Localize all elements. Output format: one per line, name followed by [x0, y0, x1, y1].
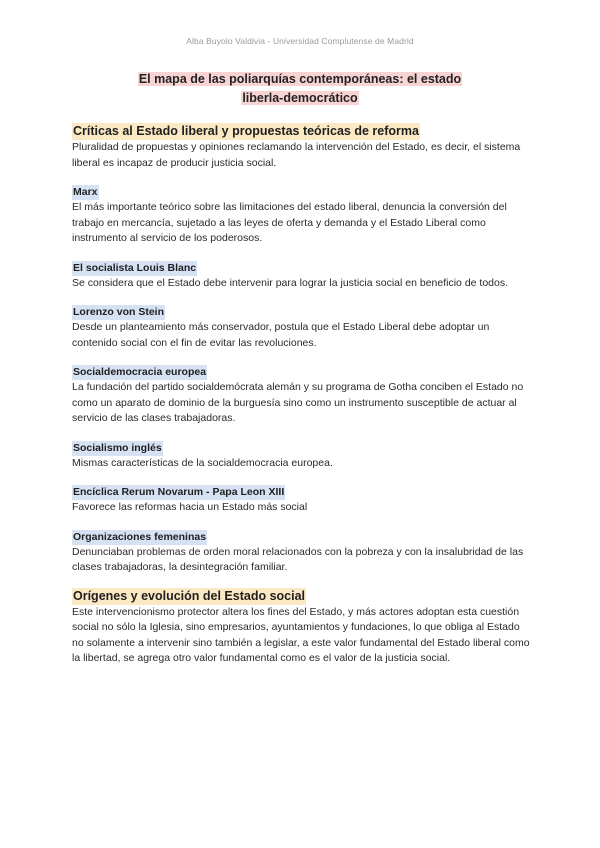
subsection-heading: Organizaciones femeninas — [73, 530, 207, 543]
document-title-line2: liberla-democrático — [242, 91, 358, 105]
subsection-text: La fundación del partido socialdemócrata alemán y su programa de Gotha conciben el Estado no como un aparato de dominio de la burguesía sino como un instrumento susceptible de actuar al servicio de las clases trabajadoras. — [72, 381, 524, 424]
subsection-heading: Socialdemocracia europea — [73, 366, 207, 378]
subsection-socialdemocracia — [72, 362, 532, 427]
subsection-text: Se considera que el Estado debe intervenir para lograr la justicia social en beneficio de todos. — [72, 276, 509, 289]
subsection-feministas — [72, 527, 532, 576]
section-criticas — [72, 122, 532, 171]
subsection-heading: El socialista Louis Blanc — [73, 261, 197, 274]
subsection-heading: Marx — [73, 186, 98, 198]
document-body — [72, 122, 532, 667]
subsection-text: Favorece las reformas hacia un Estado más social — [72, 501, 308, 513]
subsection-blanc — [72, 258, 532, 292]
section-text: Este intervencionismo protector altera los fines del Estado, y más actores adoptan esta cuestión social no sólo la Iglesia, sino empresarios, ayuntamientos y fundaciones, lo que obliga al Estado no solamente a intervenir sino también a legislar, a este valor fundamental del Estado liberal como la libertad, se agrega otro valor fundamental como es el valor de la justicia social. — [72, 605, 530, 664]
document-title-line1: El mapa de las poliarquías contemporáneas: el estado — [138, 72, 462, 86]
subsection-text: El más importante teórico sobre las limitaciones del estado liberal, denuncia la conversión del trabajo en mercancía, sujetado a las leyes de oferta y demanda y el Estado Liberal como instrumento al servicio de los poderosos. — [72, 201, 507, 244]
subsection-stein — [72, 302, 532, 351]
document-title — [100, 70, 500, 108]
subsection-heading: Socialismo inglés — [73, 441, 162, 454]
subsection-socialismo — [72, 438, 532, 472]
section-text: Pluralidad de propuestas y opiniones reclamando la intervención del Estado, es decir, el sistema liberal es incapaz de producir justicia social. — [72, 141, 521, 169]
page-header: Alba Buyolo Valdivia - Universidad Complutense de Madrid — [186, 36, 414, 46]
subsection-enciclica — [72, 482, 532, 516]
section-heading: Críticas al Estado liberal y propuestas teóricas de reforma — [73, 124, 419, 138]
subsection-text: Desde un planteamiento más conservador, postula que el Estado Liberal debe adoptar un contenido social con el fin de evitar las revoluciones. — [72, 321, 490, 349]
subsection-text: Mismas características de la socialdemocracia europea. — [72, 456, 333, 469]
section-heading: Orígenes y evolución del Estado social — [73, 588, 306, 603]
subsection-heading: Lorenzo von Stein — [73, 306, 165, 318]
subsection-heading: Encíclica Rerum Novarum - Papa Leon XIII — [73, 486, 285, 498]
section-origenes — [72, 587, 532, 667]
subsection-marx — [72, 182, 532, 247]
subsection-text: Denunciaban problemas de orden moral relacionados con la pobreza y con la insalubridad de las clases trabajadoras, la desintegración familiar. — [72, 545, 524, 573]
